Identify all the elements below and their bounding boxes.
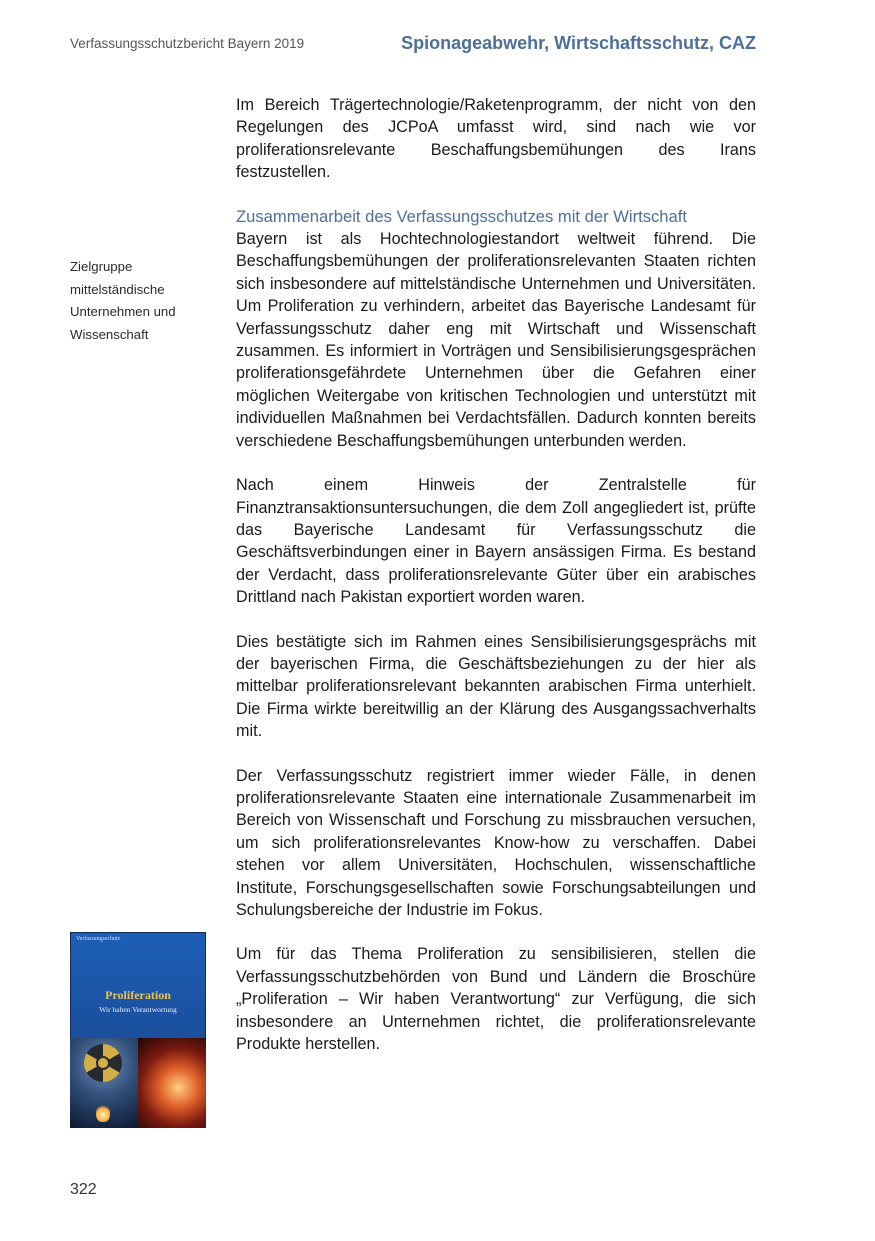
brochure-brand: Verfassungsschutz bbox=[76, 936, 121, 942]
paragraph: Nach einem Hinweis der Zentralstelle für Finanztransaktionsuntersuchungen, die dem Zoll angegliedert ist, prüfte das Bayerische Landesamt für Verfassungsschutz die Geschäftsverbindungen einer in Bayern ansässigen Firma. Es bestand der Verdacht, dass proliferationsrelevante Güter über ein arabisches Drittland nach Pakistan exportiert worden waren. bbox=[236, 476, 756, 607]
margin-note-line: Unternehmen und bbox=[70, 304, 176, 319]
paragraph: Dies bestätigte sich im Rahmen eines Sensibilisierungsgesprächs mit der bayerischen Firma, die Geschäftsbeziehungen zu der hier als mittelbar proliferationsrelevant bekannten arabischen Firma unterhielt. Die Firma wirkte bereitwillig an der Klärung des Ausgangssachverhalts mit. bbox=[236, 632, 756, 741]
radiation-icon bbox=[84, 1044, 122, 1082]
paragraph: Bayern ist als Hochtechnologiestandort weltweit führend. Die Beschaffungsbemühungen der proliferationsrelevanten Staaten richten sich insbesondere auf mittelständische Unternehmen und Universitäten. Um Proliferation zu verhindern, arbeitet das Bayerische Landesamt für Verfassungsschutz daher eng mit Wirtschaft und Wissenschaft zusammen. Es informiert in Vorträgen und Sensibilisierungsgesprächen proliferationsgefährdete Unternehmen über die Gefahren einer möglichen Weitergabe von kritischen Technologien und unterstützt mit individuellen Maßnahmen bei Verdachtsfällen. Dadurch konnten bereits verschiedene Beschaffungsbemühungen unterbunden werden. bbox=[236, 230, 756, 450]
brochure-cover-image bbox=[70, 932, 206, 1128]
running-head-title: Verfassungsschutzbericht Bayern 2019 bbox=[70, 36, 305, 51]
brochure-photo-explosion bbox=[138, 1038, 206, 1128]
intro-paragraph: Im Bereich Trägertechnologie/Raketenprogramm, der nicht von den Regelungen des JCPoA umfasst wird, sind nach wie vor proliferationsrelevante Beschaffungsbemühungen des Irans festzustellen. bbox=[236, 96, 756, 182]
flame-icon bbox=[96, 1104, 110, 1122]
paragraph: Um für das Thema Proliferation zu sensibilisieren, stellen die Verfassungsschutzbehörden von Bund und Ländern die Broschüre „Proliferation – Wir haben Verantwortung“ zur Verfügung, die sich insbesondere an Unternehmen richtet, die proliferationsrelevante Produkte herstellen. bbox=[236, 945, 756, 1054]
margin-note bbox=[70, 256, 210, 346]
paragraph: Der Verfassungsschutz registriert immer wieder Fälle, in denen proliferationsrelevante Staaten eine internationale Zusammenarbeit im Bereich von Wissenschaft und Forschung zu missbrauchen versuchen, um sich proliferationsrelevantes Know-how zu verschaffen. Dabei stehen vor allem Universitäten, Hochschulen, wissenschaftliche Institute, Forschungsgesellschaften sowie Forschungsabteilungen und Schulungsbereiche der Industrie im Fokus. bbox=[236, 766, 756, 919]
brochure-title: Proliferation bbox=[105, 988, 171, 1002]
subheading: Zusammenarbeit des Verfassungsschutzes mit der Wirtschaft bbox=[236, 206, 687, 226]
page-number: 322 bbox=[70, 1181, 97, 1198]
brochure-subtitle: Wir haben Verantwortung bbox=[99, 1005, 177, 1014]
margin-note-line: Zielgruppe bbox=[70, 259, 133, 274]
margin-note-line: Wissenschaft bbox=[70, 326, 149, 342]
margin-note-line: mittelständische bbox=[70, 281, 165, 297]
main-text-column bbox=[236, 94, 756, 1077]
section-title: Spionageabwehr, Wirtschaftsschutz, CAZ bbox=[401, 33, 756, 53]
